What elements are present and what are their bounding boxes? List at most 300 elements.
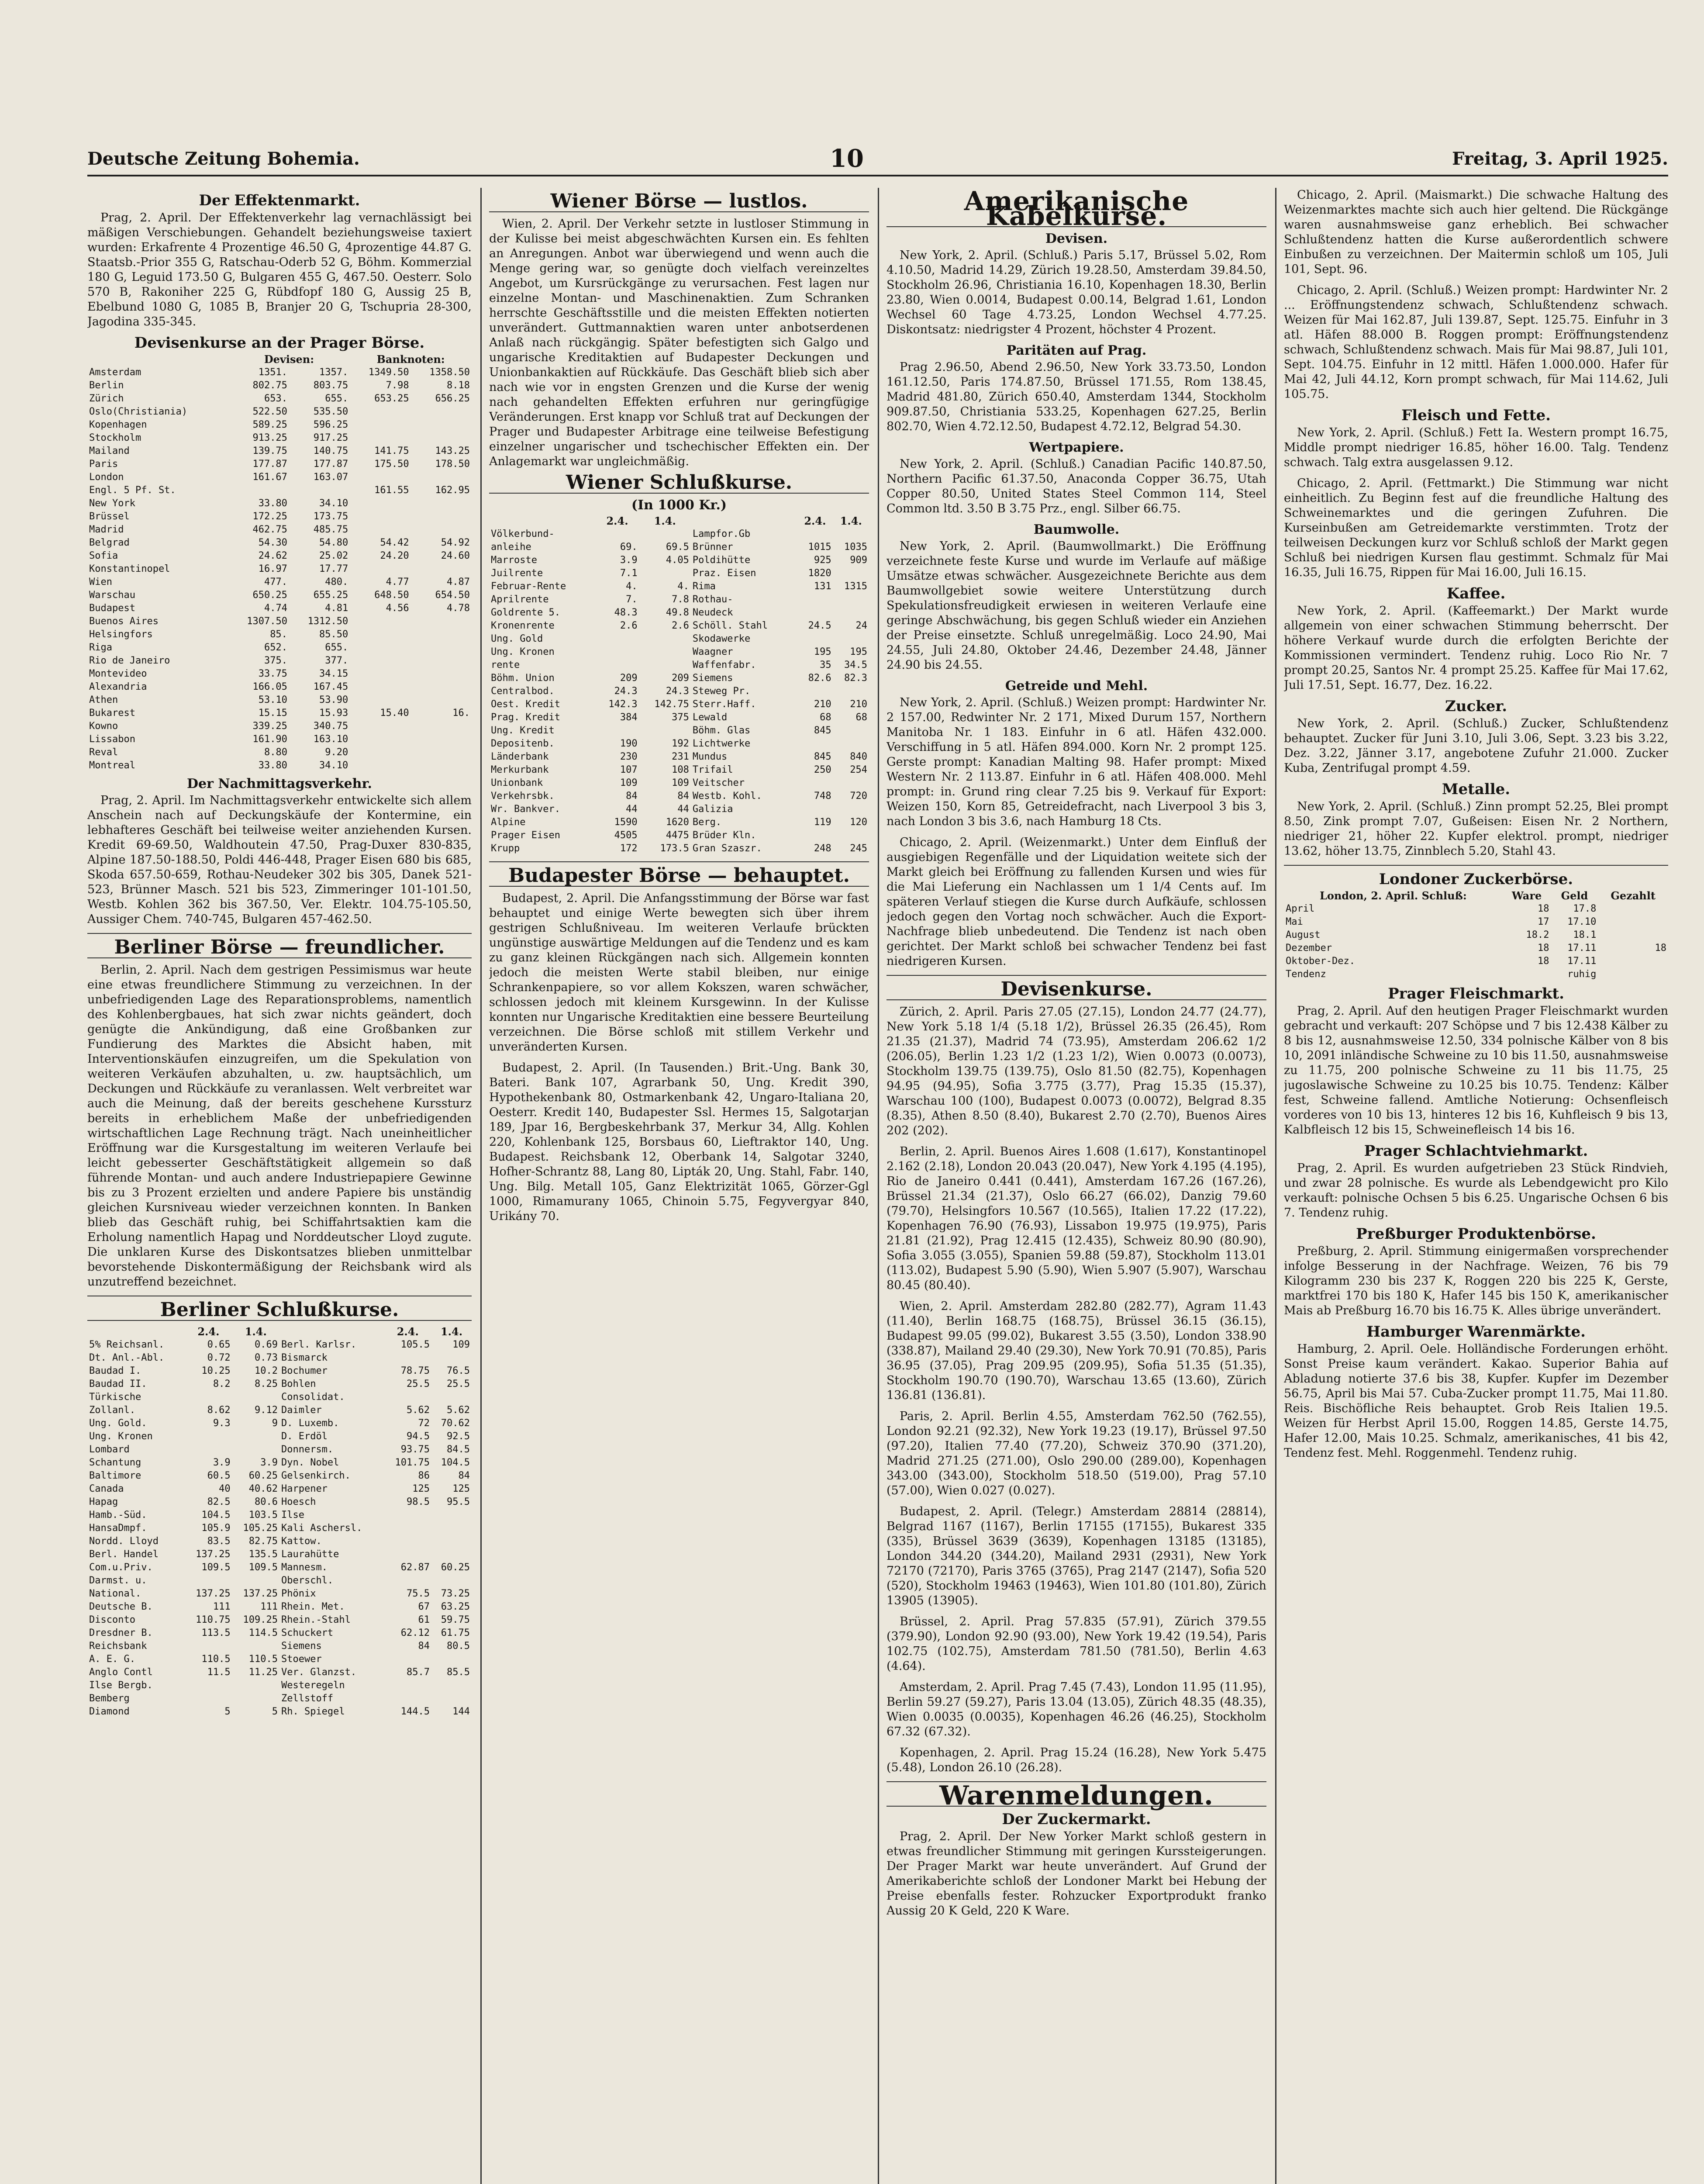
- table-cell: [797, 829, 833, 842]
- column-divider: [1275, 188, 1276, 2184]
- article-text: Preßburg, 2. April. Stimmung einigermaßen vorsprechender infolge Besserung in der Nachfrage. Weizen, 76 bis 79 Kilogramm 230 bis 237 K, Roggen 220 bis 225 K, Gerste, marktfrei 170 bis 180 K, Hafer 145 bis 150 K, amerikanischer Mais ab Preßburg 16.70 bis 16.75 K. Alles übrige unverändert.: [1284, 1244, 1668, 1317]
- col-header: 1.4.: [245, 1325, 267, 1338]
- table-cell: 254: [850, 764, 867, 775]
- table-cell: Rhein. Met.: [281, 1601, 345, 1612]
- article-text: Chicago, 2. April. (Maismarkt.) Die schwache Haltung des Weizenmarktes machte sich auch hier geltend. Die Rückgänge waren ausnahmsweise ganz erheblich. Bei schwacher Schlußtendenz hatten die Kurse außerordentlich schwere Einbußen zu verzeichnen. Der Maitermin schloß um 105, Juli 101, Sept. 96.: [1284, 188, 1668, 276]
- fx-report: Paris, 2. April. Berlin 4.55, Amsterdam 762.50 (762.55), London 92.21 (92.32), New York 19.23 (19.17), Brüssel 97.50 (97.20), Italien 77.40 (77.20), Schweiz 370.90 (371.20), Madrid 271.25 (271.00), Oslo 290.00 (289.00), Kopenhagen 343.00 (343.00), Stockholm 518.50 (519.00), Prag 57.10 (57.00), Wien 0.027 (0.027).: [886, 1410, 1266, 1497]
- table-cell: 110.5: [201, 1654, 231, 1665]
- table-cell: [185, 1640, 232, 1653]
- table-cell: 17.8: [1573, 903, 1597, 914]
- table-cell: 0.72: [207, 1352, 231, 1363]
- table-cell: 82.3: [844, 673, 867, 684]
- table-cell: Laurahütte: [281, 1549, 339, 1560]
- table-cell: [384, 1351, 431, 1365]
- table-cell: 161.90: [252, 734, 287, 745]
- table-cell: [833, 777, 869, 790]
- table-cell: [185, 1391, 232, 1404]
- section-title: Warenmeldungen.: [886, 1788, 1266, 1807]
- table-row: [87, 667, 472, 681]
- table-cell: 4.87: [447, 577, 470, 587]
- table-cell: Consolidat.: [281, 1392, 345, 1403]
- table-cell: [431, 1509, 472, 1522]
- table-row: [87, 1666, 472, 1679]
- fx-report: Amsterdam, 2. April. Prag 7.45 (7.43), London 11.95 (11.95), Berlin 59.27 (59.27), Paris 13.04 (13.05), Zürich 48.35 (48.35), Wien 0.0035 (0.0035), Kopenhagen 46.26 (46.25), Stockholm 67.32 (67.32).: [886, 1680, 1266, 1738]
- table-cell: [185, 1679, 232, 1692]
- article-text: Prag 2.96.50, Abend 2.96.50, New York 33.73.50, London 161.12.50, Paris 174.87.50, Brüssel 171.55, Rom 138.45, Madrid 481.80, Zürich 650.40, Amsterdam 1344, Stockholm 909.87.50, Christiania 533.25, Kopenhagen 627.25, Berlin 802.70, Wien 4.72.12.50, Budapest 4.72.12, Belgrad 54.30.: [886, 360, 1266, 433]
- table-cell: 925: [814, 555, 831, 566]
- col-header: 1.4.: [440, 1325, 463, 1338]
- table-cell: [833, 593, 869, 606]
- table-cell: [350, 523, 410, 536]
- table-cell: [431, 1574, 472, 1587]
- table-cell: 167.45: [313, 681, 348, 692]
- table-cell: 17: [1538, 916, 1549, 927]
- table-row: [87, 681, 472, 694]
- article-text: New York, 2. April. (Schluß.) Fett Ia. Western prompt 16.75, Middle prompt niedriger 16.85, höher 16.00. Talg. Tendenz schwach. Talg extra ausgelassen 9.12.: [1284, 426, 1668, 469]
- table-cell: Dt. Anl.-Abl.: [89, 1352, 165, 1363]
- table-row: [489, 646, 869, 659]
- table-cell: 7.8: [672, 594, 689, 605]
- table-cell: 60.25: [248, 1470, 278, 1481]
- table-cell: 16.: [452, 708, 470, 719]
- table-cell: Montevideo: [89, 668, 147, 679]
- table-cell: 109.5: [201, 1562, 231, 1573]
- table-cell: 0.69: [254, 1339, 278, 1350]
- table-cell: HansaDmpf.: [89, 1523, 147, 1534]
- table-cell: [1598, 929, 1668, 942]
- table-cell: 2.6: [620, 620, 638, 631]
- section-title: Metalle.: [1442, 781, 1511, 798]
- table-cell: Kopenhagen: [89, 419, 147, 430]
- section-title: Budapester Börse — behauptet.: [489, 868, 869, 887]
- table-cell: Oktober-Dez.: [1286, 956, 1355, 967]
- table-cell: [411, 497, 472, 510]
- table-cell: 33.75: [258, 668, 287, 679]
- section-title: Der Effektenmarkt.: [199, 192, 360, 209]
- table-cell: Baudad II.: [89, 1379, 147, 1389]
- table-cell: Brüder Kln.: [692, 830, 756, 841]
- table-cell: [797, 777, 833, 790]
- table-cell: [797, 593, 833, 606]
- table-cell: 648.50: [374, 590, 409, 601]
- section-title: Amerikanische Kabelkurse.: [886, 194, 1266, 227]
- table-cell: Bemberg: [89, 1693, 130, 1704]
- table-cell: 82.6: [808, 673, 831, 684]
- table-cell: 177.87: [252, 459, 287, 470]
- table-row: [489, 632, 869, 646]
- table-cell: 1312.50: [307, 616, 348, 627]
- col-header: Banknoten:: [376, 353, 445, 366]
- table-row: [87, 1600, 472, 1614]
- fx-table: [87, 353, 472, 772]
- table-cell: 4.74: [264, 603, 287, 614]
- table-cell: Kronenrente: [491, 620, 555, 631]
- table-cell: [595, 646, 639, 659]
- table-cell: 24.5: [808, 620, 831, 631]
- table-row: [87, 432, 472, 445]
- table-row: [87, 1456, 472, 1469]
- section-title: Hamburger Warenmärkte.: [1366, 1323, 1586, 1341]
- table-cell: 82.5: [207, 1496, 231, 1507]
- article-text: New York, 2. April. (Kaffeemarkt.) Der Markt wurde allgemein von einer schwachen Stimmung beherrscht. Der höhere Verkauf wurde durch die erfolgten Berichte der Kommissionen vermindert. Tendenz ruhig. Loco Rio Nr. 7 prompt 20.25, Santos Nr. 4 prompt 25.25. Kaffee für Mai 17.62, Juli 17.51, Sept. 16.77, Dez. 16.22.: [1284, 604, 1668, 692]
- table-cell: 4.: [626, 581, 638, 592]
- table-cell: [833, 803, 869, 816]
- table-cell: Stoewer: [281, 1654, 322, 1665]
- table-cell: 10.25: [201, 1365, 231, 1376]
- table-cell: Prag. Kredit: [491, 712, 560, 723]
- table-cell: [431, 1535, 472, 1548]
- table-row: [87, 379, 472, 392]
- table-cell: 101.75: [395, 1457, 430, 1468]
- table-cell: 24.3: [666, 686, 689, 697]
- divider: [1284, 865, 1668, 866]
- table-cell: 135.5: [248, 1549, 278, 1560]
- table-row: [87, 1482, 472, 1496]
- table-cell: Berlin: [89, 380, 124, 391]
- table-cell: [384, 1679, 431, 1692]
- section-title: Devisenkurse an der Prager Börse.: [134, 334, 425, 352]
- col-header: [87, 353, 228, 366]
- table-cell: 110.75: [196, 1614, 231, 1625]
- running-header: [87, 144, 1668, 176]
- table-cell: Oslo(Christiania): [89, 406, 188, 417]
- table-cell: Alexandria: [89, 681, 147, 692]
- table-cell: D. Erdöl: [281, 1431, 328, 1442]
- table-cell: [595, 528, 639, 541]
- table-cell: 1620: [666, 817, 689, 828]
- table-cell: [185, 1692, 232, 1705]
- table-cell: 82.75: [248, 1536, 278, 1547]
- table-row: [87, 694, 472, 707]
- table-cell: 477.: [264, 577, 287, 587]
- table-cell: [431, 1548, 472, 1561]
- table-cell: Daimler: [281, 1405, 322, 1416]
- table-cell: 162.95: [435, 485, 470, 496]
- fx-report: Kopenhagen, 2. April. Prag 15.24 (16.28), New York 5.475 (5.48), London 26.10 (26.28).: [886, 1746, 1266, 1774]
- table-cell: [232, 1574, 279, 1587]
- masthead-title: Deutsche Zeitung Bohemia.: [87, 149, 360, 169]
- table-cell: [431, 1679, 472, 1692]
- table-cell: 175.50: [374, 459, 409, 470]
- table-cell: 384: [620, 712, 638, 723]
- table-cell: Westeregeln: [281, 1680, 345, 1691]
- article-text: Wien, 2. April. Der Verkehr setzte in lustloser Stimmung in der Kulisse bei meist abgeschwächten Kursen ein. Es fehlten an Anregungen. Anbot war überwiegend und wenn auch die Menge gering war, so genügte doch vielfach vereinzeltes Angebot, um Kursrückgänge zu verursachen. Fest lagen nur einzelne Montan- und Maschinenaktien. Zum Schranken herrschte Geschäftsstille und die meisten Effekten notierten unverändert. Guttmannaktien waren unter anbotserdenen Anlaß nach rückgängig. Später befestigten sich Galgo und ungarische Kreditaktien auf Budapester Deckungen und Unionbankaktien auf Rückkäufe. Das Geschäft blieb sich aber nach wie vor in engsten Grenzen und die Kurse der wenig nach gehandelten Effekten erfuhren nur geringfügige Veränderungen. Erst knapp vor Schluß trat auf Deckungen der Prager und Budapester Arbitrage eine teilweise Befestigung einzelner ungarischer und tschechischer Effekten ein. Der Anlagemarkt war ungleichmäßig.: [489, 217, 869, 468]
- table-cell: [1598, 902, 1668, 916]
- table-cell: 0.65: [207, 1339, 231, 1350]
- table-cell: [232, 1679, 279, 1692]
- table-cell: 120: [850, 817, 867, 828]
- table-cell: 34.5: [844, 660, 867, 670]
- table-cell: 231: [672, 751, 689, 762]
- table-cell: Prager Eisen: [491, 830, 560, 841]
- table-cell: Sterr.Haff.: [692, 699, 756, 710]
- table-cell: 596.25: [313, 419, 348, 430]
- table-cell: 25.02: [319, 550, 348, 561]
- table-cell: [350, 432, 410, 445]
- table-cell: Mailand: [89, 446, 130, 456]
- table-cell: 655.: [325, 393, 348, 404]
- col-header: Ware: [1511, 889, 1542, 902]
- table-cell: 1315: [844, 581, 867, 592]
- table-cell: 62.87: [400, 1562, 430, 1573]
- table-row: [1284, 902, 1668, 916]
- table-row: [87, 1587, 472, 1600]
- table-row: [489, 764, 869, 777]
- table-cell: Helsingfors: [89, 629, 153, 640]
- table-cell: 44: [626, 804, 638, 815]
- table-cell: [411, 615, 472, 628]
- table-cell: 34.15: [319, 668, 348, 679]
- table-row: [87, 1574, 472, 1587]
- table-cell: [1503, 968, 1551, 981]
- table-cell: 84: [458, 1470, 470, 1481]
- table-cell: 209: [620, 673, 638, 684]
- column-divider: [480, 188, 482, 2184]
- table-row: [87, 523, 472, 536]
- table-cell: 1349.50: [368, 367, 409, 378]
- table-cell: 1820: [808, 568, 831, 579]
- table-cell: 653.25: [374, 393, 409, 404]
- table-cell: 33.80: [258, 498, 287, 509]
- table-cell: 172: [620, 843, 638, 854]
- section-title: Berliner Schlußkurse.: [87, 1303, 472, 1321]
- table-row: [87, 759, 472, 772]
- table-cell: Schantung: [89, 1457, 141, 1468]
- column-2: [489, 188, 869, 2184]
- table-cell: [431, 1391, 472, 1404]
- section-title: Zucker.: [1445, 698, 1507, 715]
- table-cell: [411, 681, 472, 694]
- table-cell: [639, 659, 691, 672]
- table-cell: [350, 510, 410, 523]
- table-cell: 119: [814, 817, 831, 828]
- table-row: [87, 1496, 472, 1509]
- table-cell: Wien: [89, 577, 112, 587]
- table-cell: 85.50: [319, 629, 348, 640]
- table-cell: 339.25: [252, 721, 287, 732]
- table-cell: [431, 1692, 472, 1705]
- article-text: Berlin, 2. April. Nach dem gestrigen Pessimismus war heute eine etwas freundlichere Stimmung zu verzeichnen. In der unbefriedigenden Lage des Reparationsproblems, namentlich des Kohlenbergbaues, hat sich zwar nichts geändert, doch genügte die Ankündigung, daß eine Großbanken zur Fundierung des Marktes die Absicht haben, mit Interventionskäufen einzugreifen, um die Spekulation von weiteren Verkäufen abzuhalten, u. zw. hauptsächlich, um Deckungen und Rückkäufe zu veranlassen. Welt verbreitet war auch die Meinung, daß der bereits geschehene Kurssturz bereits in erheblichem Maße der unbefriedigenden wirtschaftlichen Lage Rechnung trägt. Nach uneinheitlicher Eröffnung war die Kursgestaltung im weiteren Verlaufe bei leicht gebesserter Geschäftstätigkeit allgemein so daß führende Montan- und auch andere Industriepapiere Gewinne bis zu 3 Prozent erzielten und andere Papiere bis unständig gleichen Kursniveau wieder verzeichnen konnten. In Banken blieb das Geschäft ruhig, bei Schiffahrtsaktien kam die Erholung namentlich Hapag und Norddeutscher Lloyd zugute. Die unklaren Kurse des Diskontsatzes blieben unmittelbar bevorstehende Diskontermäßigung der Reichsbank wird als unzutreffend bezeichnet.: [87, 963, 472, 1289]
- table-row: [87, 392, 472, 405]
- table-cell: [411, 510, 472, 523]
- table-cell: 1015: [808, 542, 831, 553]
- table-cell: 105.5: [400, 1339, 430, 1350]
- table-cell: 68: [855, 712, 867, 723]
- table-cell: 1358.50: [429, 367, 470, 378]
- table-row: [489, 790, 869, 803]
- table-cell: Skodawerke: [692, 633, 751, 644]
- table-row: [489, 724, 869, 737]
- table-cell: [411, 759, 472, 772]
- table-cell: 18: [1538, 956, 1549, 967]
- table-row: [87, 576, 472, 589]
- table-cell: 142.3: [608, 699, 638, 710]
- table-cell: 68: [820, 712, 831, 723]
- table-cell: 653.: [264, 393, 287, 404]
- table-cell: Ung. Kronen: [89, 1431, 153, 1442]
- table-cell: 24: [855, 620, 867, 631]
- table-row: [489, 698, 869, 711]
- table-cell: 114.5: [248, 1628, 278, 1638]
- table-row: [489, 554, 869, 567]
- divider: [87, 933, 472, 934]
- table-cell: 94.5: [407, 1431, 430, 1442]
- table-row: [489, 711, 869, 724]
- table-cell: August: [1286, 930, 1321, 940]
- table-cell: 40: [219, 1483, 231, 1494]
- table-cell: [185, 1443, 232, 1456]
- table-row: [489, 750, 869, 764]
- article-text: New York, 2. April. (Schluß.) Zucker, Schlußtendenz behauptet. Zucker für Juni 3.10, Juli 3.06, Sept. 3.23 bis 3.22, Dez. 3.22, Jänner 3.17, angebotene Zufuhr 21.000. Zucker Kuba, Zentrifugal prompt 4.59.: [1284, 717, 1668, 775]
- table-cell: 92.5: [447, 1431, 470, 1442]
- table-cell: Harpener: [281, 1483, 328, 1494]
- table-cell: [639, 528, 691, 541]
- section-title: Der Zuckermarkt.: [1002, 1811, 1151, 1828]
- col-header: 2.4.: [804, 515, 826, 527]
- table-cell: 522.50: [252, 406, 287, 417]
- table-cell: 144.5: [400, 1706, 430, 1717]
- table-cell: Nordd. Lloyd: [89, 1536, 159, 1547]
- table-cell: 44: [677, 804, 689, 815]
- table-cell: [411, 694, 472, 707]
- table-cell: Mundus: [692, 751, 728, 762]
- table-cell: 5% Reichsanl.: [89, 1339, 165, 1350]
- table-cell: [228, 484, 289, 497]
- table-cell: 9: [272, 1418, 278, 1429]
- divider: [886, 975, 1266, 976]
- table-cell: 86: [418, 1470, 430, 1481]
- article-text: Prag, 2. April. Auf den heutigen Prager Fleischmarkt wurden gebracht und verkauft: 207 Schöpse und 7 bis 12.438 Kälber zu 8 bis 12, ausnahmsweise 12.50, 334 polnische Kälber von 8 bis 10, 2091 inländische Schweine zu 10 bis 11.50, ausnahmsweise zu 11.75, 200 polnische Schweine zu 11 bis 11.75, 25 jugoslawische Schweine zu 10.25 bis 10.75. Tendenz: Kälber fest, Schweine fallend. Amtliche Notierung: Ochsenfleisch vorderes von 10 bis 13, hinteres 12 bis 16, Kuhfleisch 9 bis 13, Kalbfleisch 12 bis 15, Schweinefleisch 14 bis 16.: [1284, 1004, 1668, 1137]
- table-cell: Athen: [89, 695, 118, 705]
- table-cell: Ilse Bergb.: [89, 1680, 153, 1691]
- table-cell: Schöll. Stahl: [692, 620, 768, 631]
- table-cell: [1598, 955, 1668, 968]
- table-cell: 69.: [620, 542, 638, 553]
- table-cell: 72: [418, 1418, 430, 1429]
- column-4: [1284, 188, 1668, 2184]
- table-cell: 53.10: [258, 695, 287, 705]
- table-cell: 109: [672, 778, 689, 788]
- table-cell: 163.07: [313, 472, 348, 483]
- table-cell: 18: [1538, 903, 1549, 914]
- table-cell: 192: [672, 738, 689, 749]
- table-cell: [411, 523, 472, 536]
- table-cell: [833, 829, 869, 842]
- table-cell: Alpine: [491, 817, 526, 828]
- table-cell: 4505: [614, 830, 638, 841]
- table-cell: 840: [850, 751, 867, 762]
- table-cell: Aprilrente: [491, 594, 549, 605]
- table-row: [489, 777, 869, 790]
- table-row: [87, 654, 472, 667]
- table-cell: 161.55: [374, 485, 409, 496]
- table-cell: 61: [418, 1614, 430, 1625]
- table-cell: [350, 746, 410, 759]
- table-cell: 1590: [614, 817, 638, 828]
- table-cell: 7.1: [620, 568, 638, 579]
- table-cell: Ung. Kredit: [491, 725, 555, 736]
- table-row: [87, 628, 472, 641]
- table-cell: Ver. Glanzst.: [281, 1667, 357, 1678]
- table-cell: Gelsenkirch.: [281, 1470, 351, 1481]
- table-cell: 24.3: [614, 686, 638, 697]
- table-row: [87, 707, 472, 720]
- article-text: Prag, 2. April. Der New Yorker Markt schloß gestern in etwas freundlicher Stimmung mit geringen Kurssteigerungen. Der Prager Markt war heute unverändert. Auf Grund der Amerikaberichte schloß der Londoner Markt bei Hebung der Preise ebenfalls fester. Rohzucker Exportprodukt franko Aussig 20 K Geld, 220 K Ware.: [886, 1830, 1266, 1918]
- table-cell: 80.5: [447, 1641, 470, 1652]
- table-cell: 0.73: [254, 1352, 278, 1363]
- table-cell: D. Luxemb.: [281, 1418, 339, 1429]
- table-row: [87, 1378, 472, 1391]
- table-cell: 161.67: [252, 472, 287, 483]
- table-cell: National.: [89, 1588, 141, 1599]
- table-row: [87, 746, 472, 759]
- table-cell: 195: [850, 646, 867, 657]
- col-header: 1.4.: [840, 515, 862, 527]
- table-cell: 4.77: [386, 577, 409, 587]
- section-title: Paritäten auf Prag.: [1006, 343, 1147, 358]
- table-cell: 845: [814, 751, 831, 762]
- table-cell: 210: [850, 699, 867, 710]
- table-cell: 34.10: [319, 498, 348, 509]
- table-cell: [595, 659, 639, 672]
- col-header: Gezahlt: [1611, 889, 1656, 902]
- table-cell: 1357.: [319, 367, 348, 378]
- table-row: [87, 1561, 472, 1574]
- table-cell: [350, 694, 410, 707]
- table-cell: [384, 1692, 431, 1705]
- table-cell: Dresdner B.: [89, 1628, 153, 1638]
- table-row: [489, 580, 869, 593]
- table-cell: 85.5: [447, 1667, 470, 1678]
- table-row: [87, 471, 472, 484]
- table-cell: [350, 615, 410, 628]
- section-title: Berliner Börse — freundlicher.: [87, 940, 472, 958]
- table-cell: Hoesch: [281, 1496, 316, 1507]
- table-cell: 589.25: [252, 419, 287, 430]
- table-cell: [232, 1443, 279, 1456]
- table-cell: 172.25: [252, 511, 287, 522]
- table-cell: [384, 1548, 431, 1561]
- table-cell: [384, 1574, 431, 1587]
- table-cell: 144: [452, 1706, 470, 1717]
- table-cell: Bukarest: [89, 708, 135, 719]
- table-cell: Bohlen: [281, 1379, 316, 1389]
- column-3: [886, 188, 1266, 2184]
- section-title: Wertpapiere.: [1029, 440, 1124, 455]
- table-cell: 80.6: [254, 1496, 278, 1507]
- table-cell: 54.30: [258, 537, 287, 548]
- table-row: [87, 1627, 472, 1640]
- table-cell: Goldrente 5.: [491, 607, 560, 618]
- table-cell: 109.5: [248, 1562, 278, 1573]
- fx-report: Brüssel, 2. April. Prag 57.835 (57.91), Zürich 379.55 (379.90), London 92.90 (93.00), New York 19.42 (19.54), Paris 102.75 (102.75), Amsterdam 781.50 (781.50), Berlin 4.63 (4.64).: [886, 1615, 1266, 1673]
- table-cell: Berl. Handel: [89, 1549, 159, 1560]
- table-cell: 84.5: [447, 1444, 470, 1455]
- table-cell: Riga: [89, 642, 112, 653]
- table-cell: 137.25: [196, 1588, 231, 1599]
- table-cell: 103.5: [248, 1510, 278, 1521]
- table-cell: Rothau-: [692, 594, 733, 605]
- table-cell: 17.77: [319, 563, 348, 574]
- table-cell: [797, 685, 833, 698]
- article-text: Prag, 2. April. Es wurden aufgetrieben 23 Stück Rindvieh, und zwar 28 polnische. Es wurde als Lebendgewicht pro Kilo verkauft: polnische Ochsen 5 bis 6.25. Ungarische Ochsen 6 bis 7. Tendenz ruhig.: [1284, 1161, 1668, 1220]
- table-cell: [833, 632, 869, 646]
- table-cell: Ung. Gold: [491, 633, 543, 644]
- table-row: [87, 510, 472, 523]
- col-header: [279, 1325, 384, 1338]
- table-row: [87, 1469, 472, 1482]
- table-cell: 15.15: [258, 708, 287, 719]
